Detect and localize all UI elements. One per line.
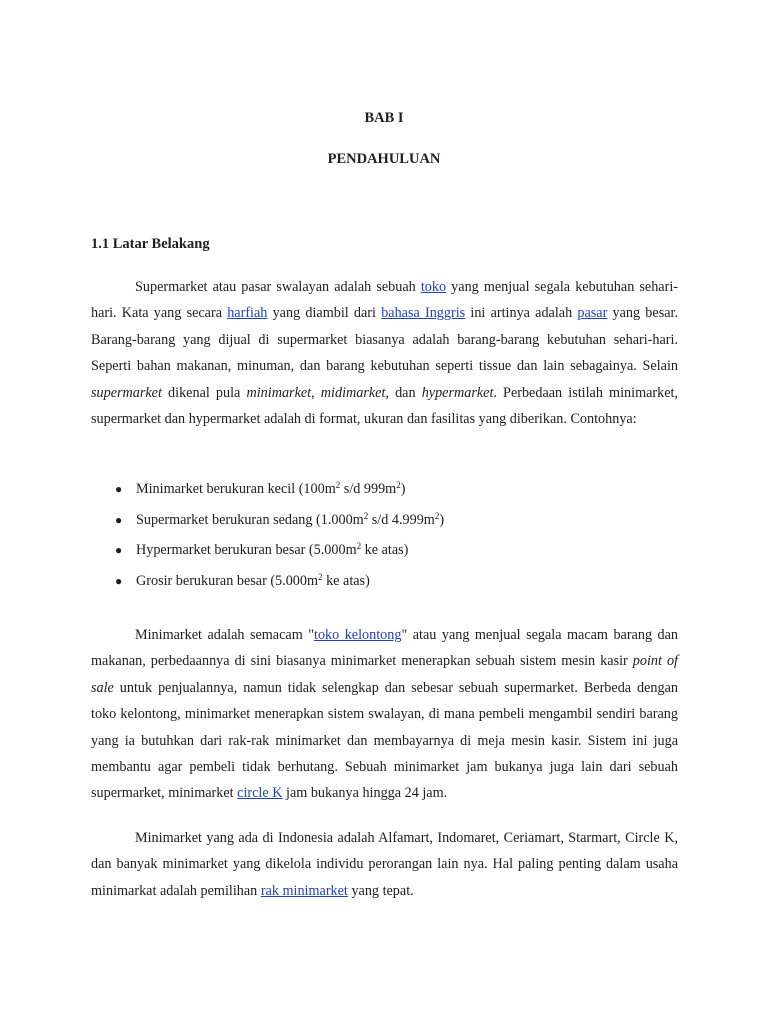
bullet-icon: ● xyxy=(115,512,123,527)
chapter-number: BAB I xyxy=(364,110,404,126)
list-item: ● Hypermarket berukuran besar ($5.000m^2$ ke atas) xyxy=(115,541,409,558)
chapter-title: PENDAHULUAN xyxy=(327,151,441,167)
link-harfiah[interactable]: harfiah xyxy=(227,305,268,322)
bullet-icon: ● xyxy=(115,543,123,557)
section-title: 1.1 Latar Belakang xyxy=(91,236,210,252)
list-item: ● Minimarket berukuran kecil ($100m^2$ s/d $999m^2$) xyxy=(115,480,406,497)
list-item: ● Grosir berukuran besar ($5.000m^2$ ke atas) xyxy=(115,571,370,589)
paragraph-intro: Supermarket atau pasar swalayan adalah sebuah toko yang menjual segala kebutuhan sehari-hari. Kata yang secara harfiah yang diambil dari bahasa Inggris ini artinya adalah pasar yang besar. Barang-barang yang dijual di supermarket biasanya adalah barang-barang kebutuhan sehari-hari. Seperti bahan makanan, minuman, dan barang kebutuhan seperti tissue dan lain sebagainya. Selain supermarket dikenal pula minimarket, midimarket, dan hypermarket. Perbedaan istilah minimarket, supermarket dan hypermarket adalah di format, ukuran dan fasilitas yang diberikan. Contohnya: xyxy=(91,279,679,428)
bullet-icon: ● xyxy=(115,573,123,588)
size-list xyxy=(91,480,678,602)
link-circle-k[interactable]: circle K xyxy=(237,785,283,802)
link-pasar[interactable]: pasar xyxy=(577,305,608,322)
link-rak-minimarket[interactable]: rak minimarket xyxy=(260,882,348,899)
bullet-icon: ● xyxy=(115,482,123,496)
link-bahasa-inggris[interactable]: bahasa Inggris xyxy=(381,305,466,322)
link-toko-kelontong[interactable]: toko kelontong xyxy=(314,627,402,643)
paragraph-indonesia: Minimarket yang ada di Indonesia adalah Alfamart, Indomaret, Ceriamart, Starmart, Circle K, dan banyak minimarket yang dikelola individu perorangan lain nya. Hal paling penting dalam usaha minimarkat adalah pemilihan rak minimarket yang tepat. xyxy=(91,830,678,899)
paragraph-minimarket: Minimarket adalah semacam "toko kelontong" atau yang menjual segala macam barang dan makanan, perbedaannya di sini biasanya minimarket menerapkan sebuah sistem mesin kasir point of sale untuk penjualannya, namun tidak selengkap dan sebesar sebuah supermarket. Berbeda dengan toko kelontong, minimarket menerapkan sistem swalayan, di mana pembeli mengambil sendiri barang yang ia butuhkan dari rak-rak minimarket dan membayarnya di meja mesin kasir. Sistem ini juga membantu agar pembeli tidak berhutang. Sebuah minimarket jam bukanya juga lain dari sebuah supermarket, minimarket circle K jam bukanya hingga 24 jam. xyxy=(91,627,679,802)
link-toko[interactable]: toko xyxy=(420,279,447,295)
list-item: ● Supermarket berukuran sedang ($1.000m^2$ s/d $4.999m^2$) xyxy=(115,510,445,528)
